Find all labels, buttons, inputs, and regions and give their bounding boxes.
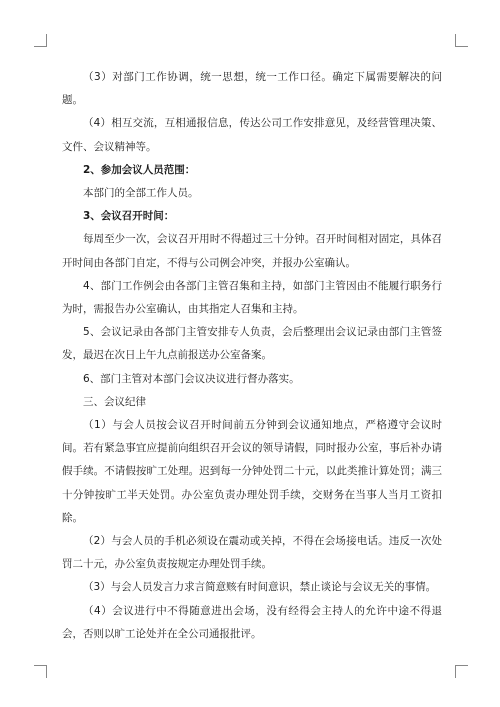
crop-mark-bottom-right: [455, 665, 468, 678]
crop-mark-bottom-left: [34, 665, 47, 678]
paragraph-rule-6: 6、部门主管对本部门会议决议进行督办落实。: [83, 372, 300, 385]
document-body: [62, 66, 442, 646]
paragraph-item-3: （3）对部门工作协调，统一思想，统一工作口径。确定下属需要解决的问题。: [62, 71, 442, 107]
crop-mark-top-left: [34, 34, 47, 47]
paragraph-rule-4: 4、部门工作例会由各部门主管召集和主持，如部门主管因由不能履行职务行为时，需报告办公室确认，由其指定人召集和主持。: [62, 279, 442, 316]
paragraph-rule-5: 5、会议记录由各部门主管安排专人负责，会后整理出会议记录由部门主管签发，最迟在次日上午九点前报送办公室备案。: [62, 326, 442, 362]
paragraph-attendees: 本部门的全部工作人员。: [83, 187, 199, 200]
paragraph-discipline-2: （2）与会人员的手机必须设在震动或关掉，不得在会场接电话。违反一次处罚二十元，办公室负责按规定办理处罚手续。: [62, 535, 442, 571]
paragraph-discipline-1: （1）与会人员按会议召开时间前五分钟到会议通知地点，严格遵守会议时间。若有紧急事宜应提前向组织召开会议的领导请假，同时报办公室，事后补办请假手续。不请假按旷工处理。迟到每一分钟处罚二十元，以此类推计算处罚；满三十分钟按旷工半天处罚。办公室负责办理处罚手续，交财务在当事人当月工资扣除。: [62, 419, 442, 524]
crop-mark-top-right: [455, 34, 468, 47]
section-heading-discipline: 三、会议纪律: [83, 395, 146, 408]
section-heading-attendees: 2、参加会议人员范围：: [83, 163, 196, 176]
section-heading-meeting-time: 3、会议召开时间：: [83, 210, 175, 223]
paragraph-discipline-4: （4）会议进行中不得随意进出会场，没有经得会主持人的允许中途不得退会，否则以旷工论处并在全公司通报批评。: [62, 604, 442, 640]
paragraph-meeting-time: 每周至少一次，会议召开用时不得超过三十分钟。召开时间相对固定，具体召开时间由各部门自定，不得与公司例会冲突，并报办公室确认。: [62, 233, 442, 269]
paragraph-discipline-3: （3）与会人员发言力求言简意赅有时间意识，禁止谈论与会议无关的事情。: [83, 581, 437, 594]
paragraph-item-4: （4）相互交流，互相通报信息，传达公司工作安排意见，及经营管理决策、文件、会议精神等。: [62, 117, 442, 153]
